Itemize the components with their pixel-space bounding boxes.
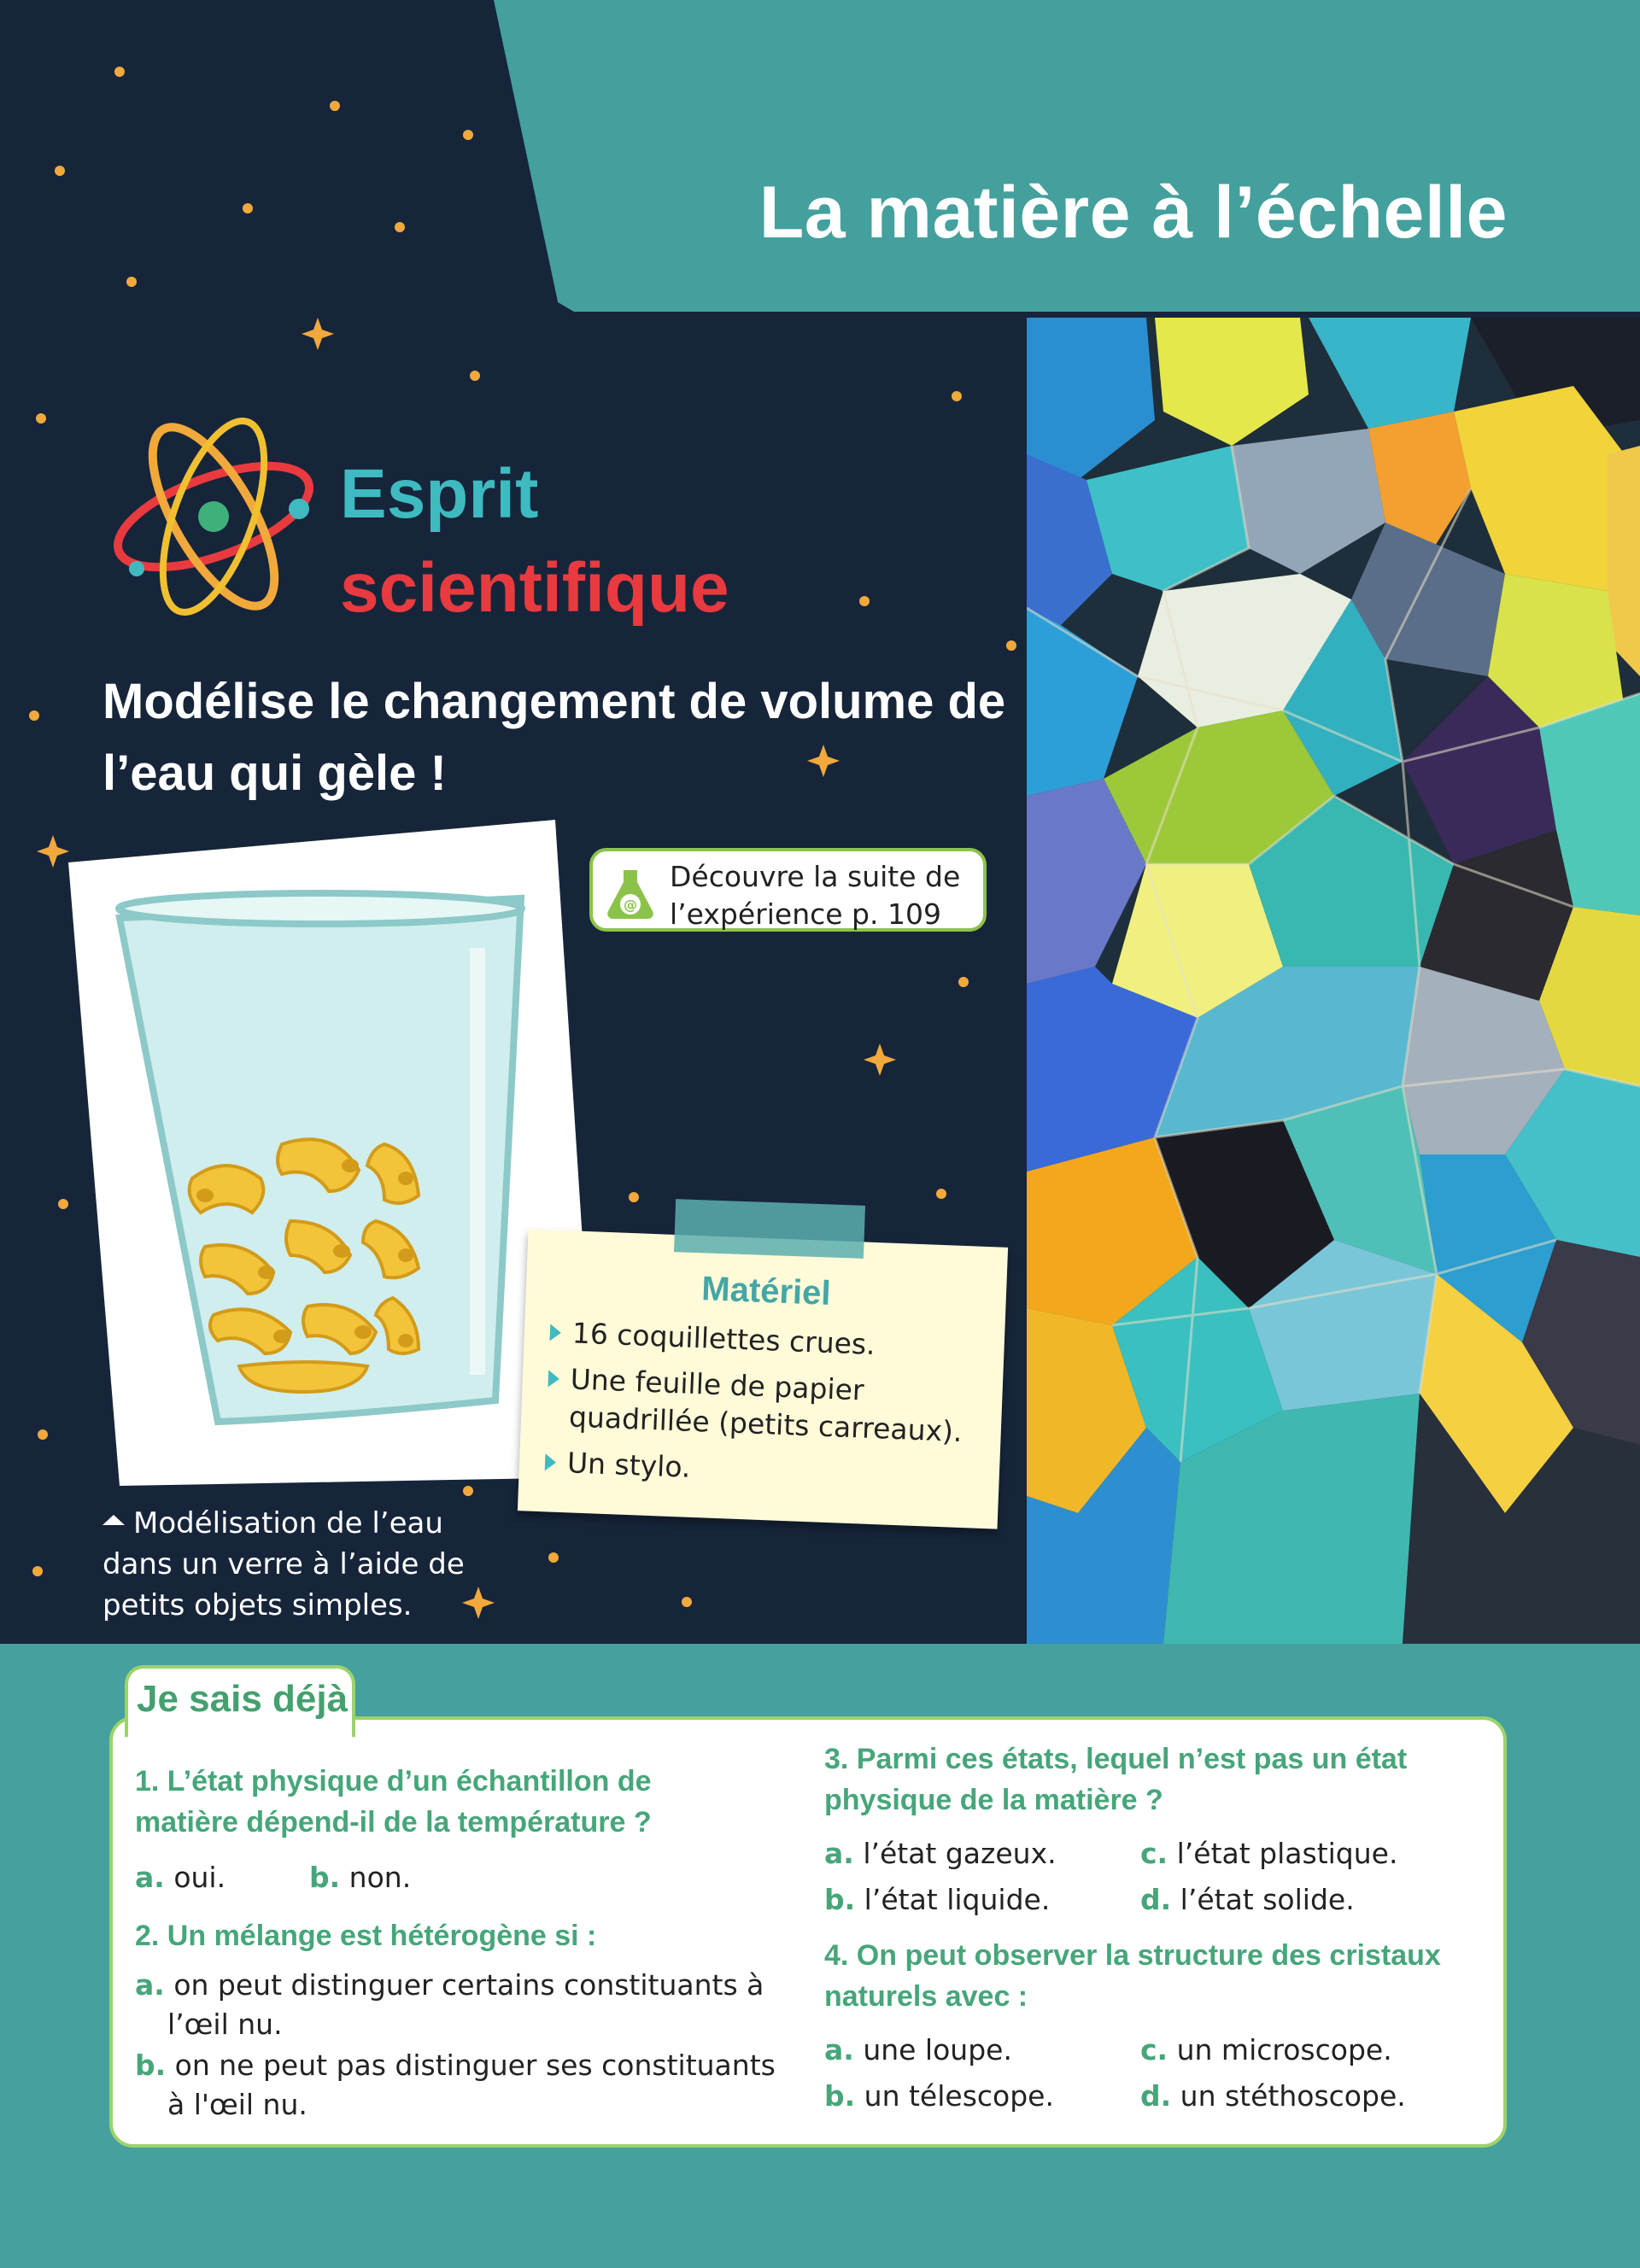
- answer-4a[interactable]: [824, 2031, 1012, 2070]
- answer-3a[interactable]: [824, 1834, 1057, 1873]
- answer-text: on peut distinguer certains constituants à l’œil nu.: [167, 1968, 764, 2041]
- materiel-item: 16 coquillettes crues.: [549, 1313, 994, 1368]
- answer-letter: d.: [1140, 1883, 1172, 1916]
- materiel-item: Un stylo.: [544, 1443, 989, 1498]
- question-3: 3. Parmi ces états, lequel n’est pas un état physique de la matière ?: [824, 1743, 1408, 1816]
- materiel-list: [544, 1313, 995, 1506]
- answer-text: une loupe.: [863, 2033, 1012, 2066]
- materiel-item: Une feuille de papier quadrillée (petits carreaux).: [546, 1359, 993, 1452]
- flask-web-icon: [603, 867, 658, 921]
- answer-letter: b.: [135, 2049, 167, 2082]
- answer-letter: b.: [824, 2079, 856, 2113]
- atom-icon: [102, 401, 325, 632]
- tape-strip: [674, 1199, 865, 1259]
- answer-2b[interactable]: [135, 2046, 800, 2125]
- materiel-title: Matériel: [700, 1270, 832, 1312]
- answer-text: on ne peut pas distinguer ses constituants à l'œil nu.: [167, 2049, 776, 2121]
- materiel-note: [518, 1229, 1008, 1529]
- answer-letter: a.: [135, 1968, 165, 2002]
- answer-text: l’état liquide.: [864, 1883, 1051, 1916]
- discover-line-1: Découvre la suite de: [670, 860, 961, 893]
- caption-text: Modélisation de l’eau dans un verre à l’aide de petits objets simples.: [102, 1506, 465, 1622]
- esprit-label: Esprit: [340, 455, 539, 533]
- answer-4d[interactable]: [1140, 2077, 1406, 2116]
- question-1: 1. L’état physique d’un échantillon de matière dépend-il de la température ?: [135, 1765, 652, 1838]
- answer-3c[interactable]: [1140, 1834, 1397, 1873]
- quiz-title: Je sais déjà: [137, 1678, 348, 1720]
- question-2: 2. Un mélange est hétérogène si :: [135, 1920, 597, 1952]
- title-band: [494, 0, 1640, 312]
- answer-letter: c.: [1140, 1837, 1168, 1870]
- answer-2a[interactable]: [135, 1966, 800, 2044]
- answer-letter: b.: [309, 1861, 341, 1894]
- answer-1b[interactable]: [309, 1858, 411, 1897]
- answer-text: oui.: [173, 1861, 226, 1894]
- answer-4b[interactable]: [824, 2077, 1054, 2116]
- crystal-micrograph: [1027, 318, 1640, 1644]
- question-4: 4. On peut observer la structure des cristaux naturels avec :: [824, 1939, 1441, 2013]
- answer-letter: d.: [1140, 2079, 1172, 2113]
- glass-illustration: [68, 820, 598, 1486]
- answer-letter: b.: [824, 1883, 856, 1916]
- answer-text: un télescope.: [864, 2079, 1054, 2113]
- page-title: La matière à l’échelle: [758, 172, 1508, 254]
- answer-3d[interactable]: [1140, 1880, 1355, 1920]
- activity-headline: Modélise le changement de volume de l’eau qui gèle !: [102, 674, 1006, 801]
- discover-line-2: l’expérience p. 109: [670, 897, 941, 931]
- answer-text: non.: [348, 1861, 412, 1894]
- scientifique-label: scientifique: [340, 549, 729, 627]
- answer-text: un stéthoscope.: [1180, 2079, 1406, 2113]
- discover-callout[interactable]: [589, 848, 987, 932]
- illustration-caption: [102, 1503, 512, 1626]
- answer-1a[interactable]: [135, 1858, 226, 1897]
- answer-letter: a.: [824, 2033, 854, 2066]
- answer-text: un microscope.: [1176, 2033, 1392, 2066]
- answer-4c[interactable]: [1140, 2031, 1392, 2070]
- answer-letter: a.: [824, 1837, 854, 1870]
- answer-3b[interactable]: [824, 1880, 1050, 1920]
- svg-text:@: @: [624, 897, 637, 913]
- answer-letter: c.: [1140, 2033, 1168, 2066]
- answer-letter: a.: [135, 1861, 165, 1894]
- answer-text: l’état gazeux.: [863, 1837, 1057, 1870]
- answer-text: l’état plastique.: [1176, 1837, 1398, 1870]
- answer-text: l’état solide.: [1180, 1883, 1355, 1916]
- triangle-up-icon: [102, 1515, 125, 1525]
